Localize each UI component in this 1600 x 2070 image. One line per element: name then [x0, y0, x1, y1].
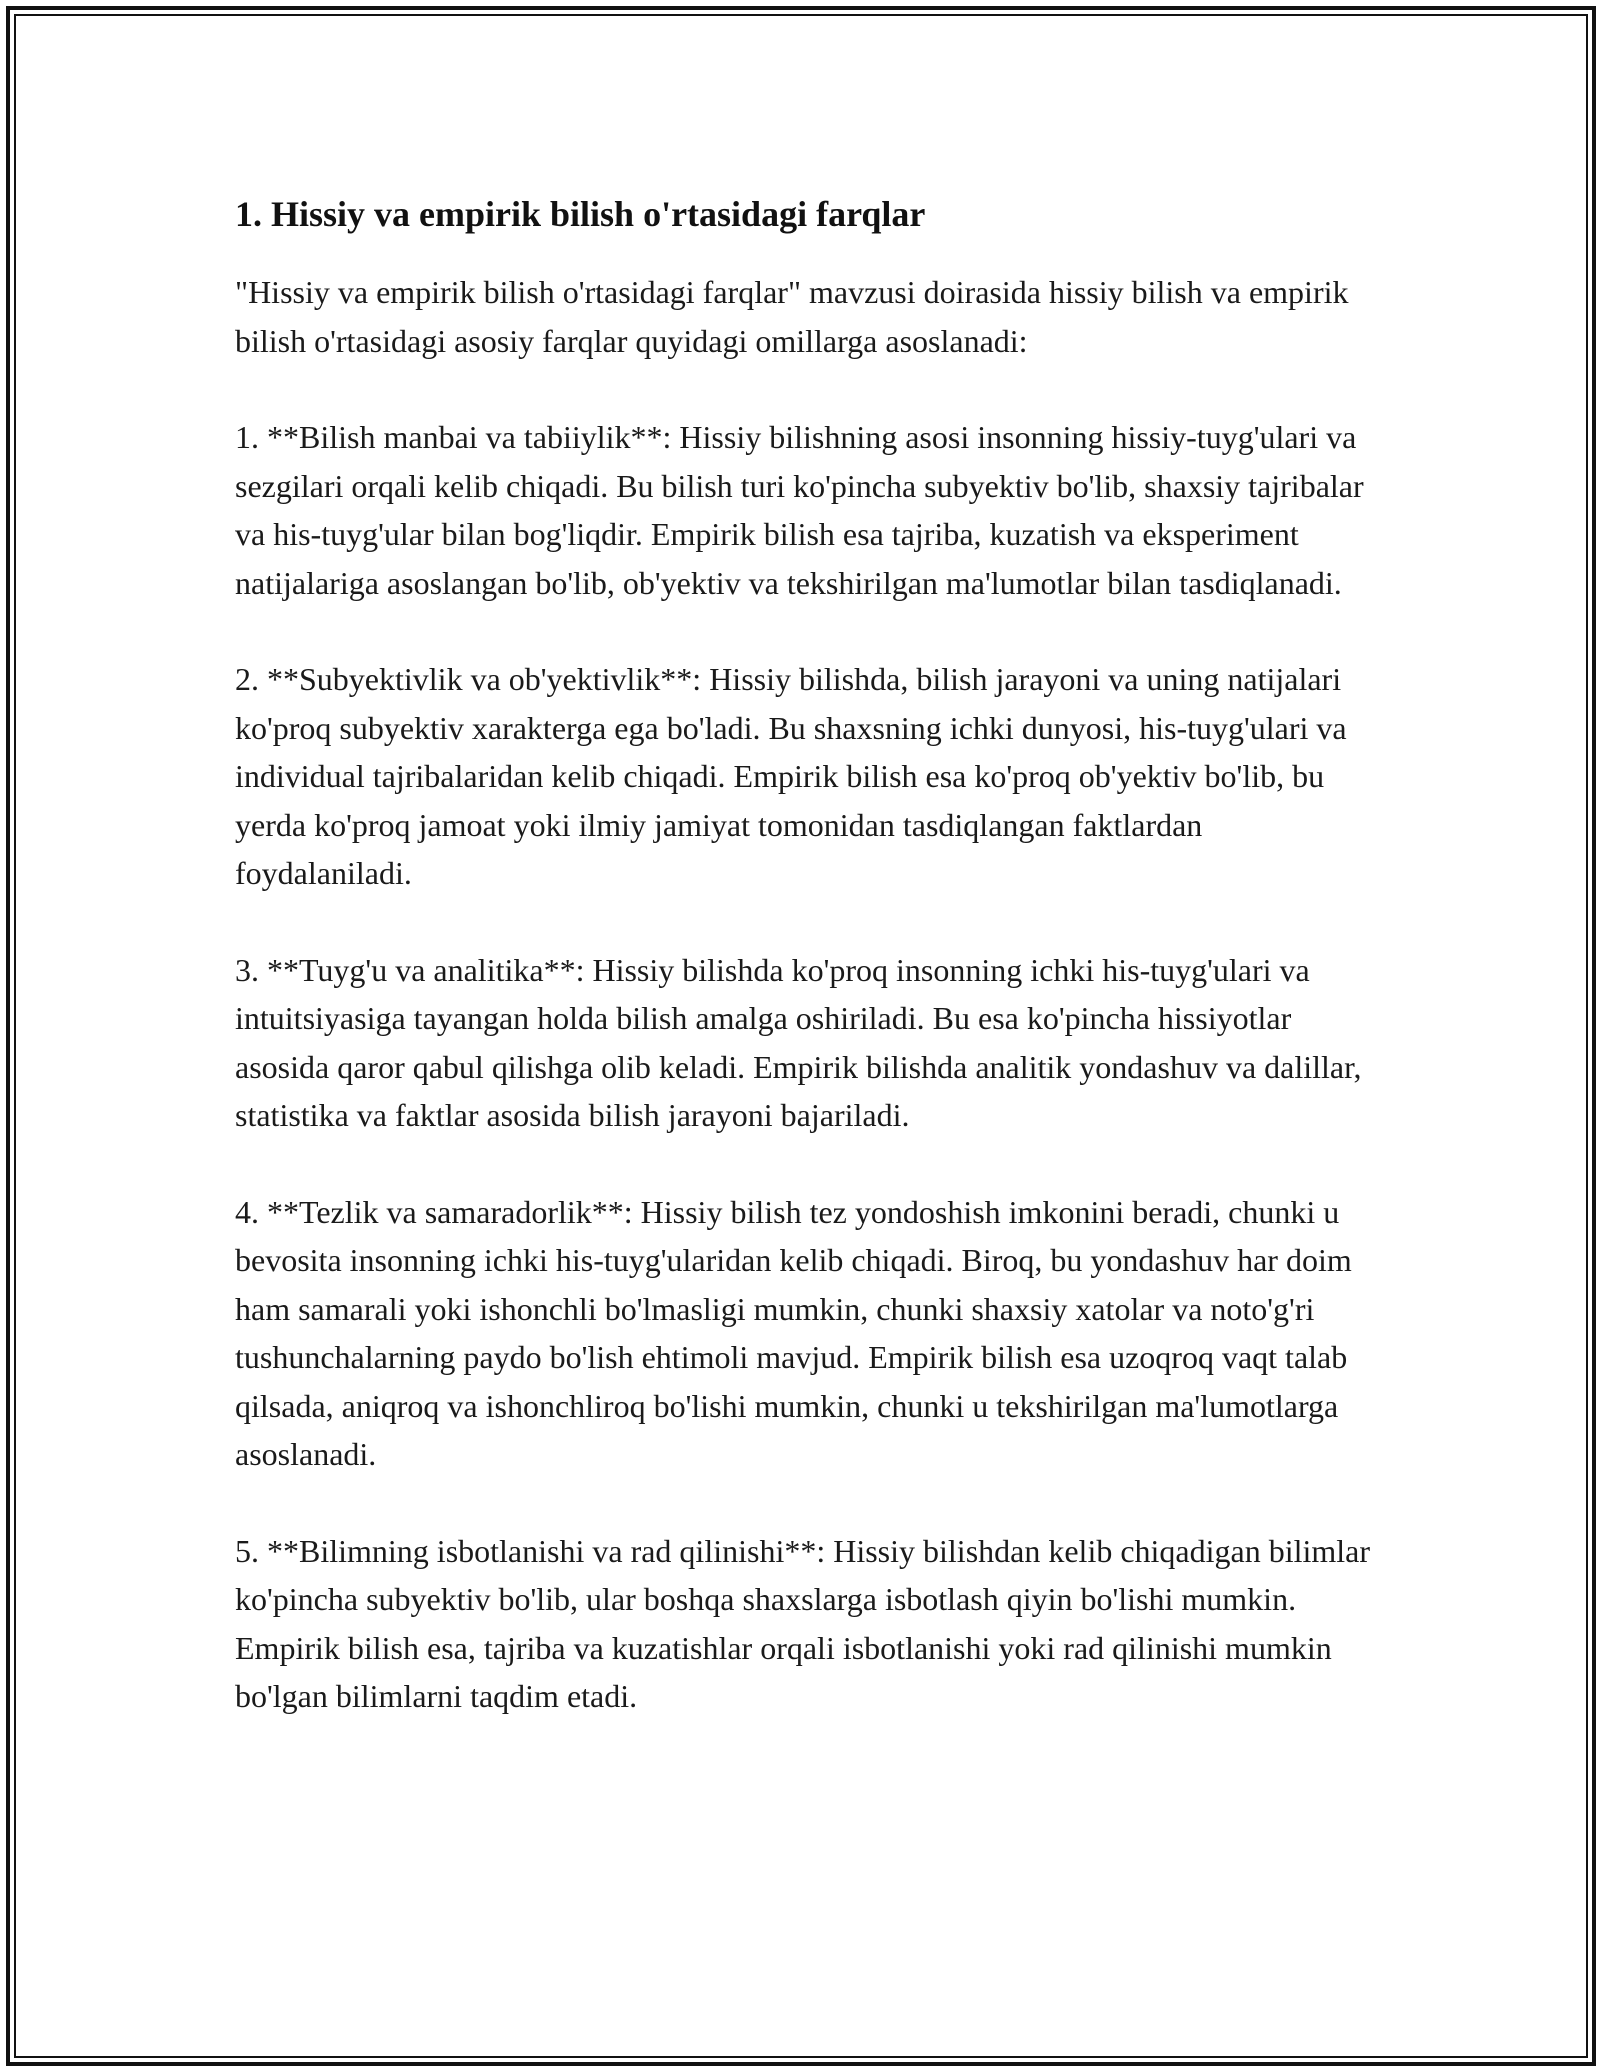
- list-item-3: 3. **Tuyg'u va analitika**: Hissiy bilishda ko'proq insonning ichki his-tuyg'ulari va intuitsiyasiga tayangan holda bilish amalga oshiriladi. Bu esa ko'pincha hissiyotlar asosida qaror qabul qilishga olib keladi. Empirik bilishda analitik yondashuv va dalillar, statistika va faktlar asosida bilish jarayoni bajariladi.: [235, 951, 1362, 1133]
- list-item-4: 4. **Tezlik va samaradorlik**: Hissiy bilish tez yondoshish imkonini beradi, chunki u bevosita insonning ichki his-tuyg'ularidan kelib chiqadi. Biroq, bu yondashuv har doim ham samarali yoki ishonchli bo'lmasligi mumkin, chunki shaxsiy xatolar va noto'g'ri tushunchalarning paydo bo'lish ehtimoli mavjud. Empirik bilish esa uzoqroq vaqt talab qilsada, aniqroq va ishonchliroq bo'lishi mumkin, chunki u tekshirilgan ma'lumotlarga asoslanadi.: [235, 1193, 1352, 1472]
- list-item-2: 2. **Subyektivlik va ob'yektivlik**: Hissiy bilishda, bilish jarayoni va uning natijalari ko'proq subyektiv xarakterga ega bo'ladi. Bu shaxsning ichki dunyosi, his-tuyg'ulari va individual tajribalaridan kelib chiqadi. Empirik bilish esa ko'proq ob'yektiv bo'lib, bu yerda ko'proq jamoat yoki ilmiy jamiyat tomonidan tasdiqlangan faktlardan foydalaniladi.: [235, 661, 1347, 891]
- document-title: 1. Hissiy va empirik bilish o'rtasidagi farqlar: [235, 194, 926, 234]
- list-item-5: 5. **Bilimning isbotlanishi va rad qilinishi**: Hissiy bilishdan kelib chiqadigan bilimlar ko'pincha subyektiv bo'lib, ular boshqa shaxslarga isbotlash qiyin bo'lishi mumkin. Empirik bilish esa, tajriba va kuzatishlar orqali isbotlanishi yoki rad qilinishi mumkin bo'lgan bilimlarni taqdim etadi.: [235, 1532, 1371, 1714]
- list-item-1: 1. **Bilish manbai va tabiiylik**: Hissiy bilishning asosi insonning hissiy-tuyg'ulari va sezgilari orqali kelib chiqadi. Bu bilish turi ko'pincha subyektiv bo'lib, shaxsiy tajribalar va his-tuyg'ular bilan bog'liqdir. Empirik bilish esa tajriba, kuzatish va eksperiment natijalariga asoslangan bo'lib, ob'yektiv va tekshirilgan ma'lumotlar bilan tasdiqlanadi.: [235, 419, 1364, 601]
- intro-paragraph: "Hissiy va empirik bilish o'rtasidagi farqlar" mavzusi doirasida hissiy bilish va empirik bilish o'rtasidagi asosiy farqlar quyidagi omillarga asoslanadi:: [235, 274, 1349, 359]
- document-body: [235, 190, 1375, 1721]
